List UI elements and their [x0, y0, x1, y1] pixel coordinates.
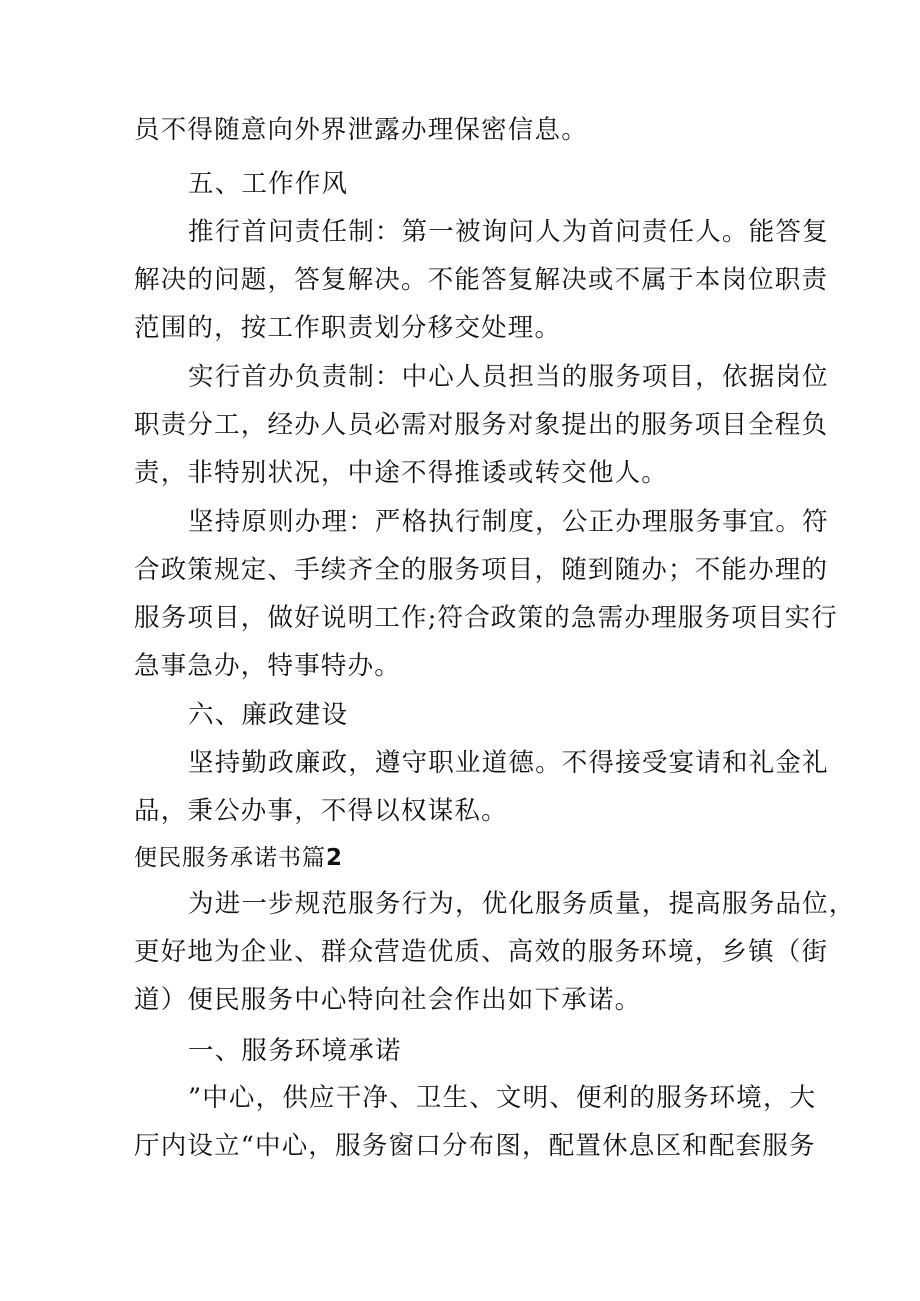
text-line: 服务项目，做好说明工作;符合政策的急需办理服务项目实行 — [134, 603, 838, 633]
text-line: 职责分工，经办人员必需对服务对象提出的服务项目全程负 — [134, 410, 829, 440]
text-line: 解决的问题，答复解决。不能答复解决或不属于本岗位职责 — [134, 265, 829, 295]
section-heading-work-style: 五、工作作风 — [188, 169, 349, 199]
text-line: 推行首问责任制：第一被询问人为首问责任人。能答复 — [188, 217, 829, 247]
text-line: 道）便民服务中心特向社会作出如下承诺。 — [134, 985, 642, 1015]
text-line: 员不得随意向外界泄露办理保密信息。 — [134, 115, 588, 145]
text-line: 责，非特别状况，中途不得推诿或转交他人。 — [134, 458, 669, 488]
text-line: 坚持勤政廉政，遵守职业道德。不得接受宴请和礼金礼 — [188, 748, 829, 778]
text-line: 实行首办负责制：中心人员担当的服务项目，依据岗位 — [188, 362, 829, 392]
text-line: ”中心，供应干净、卫生、文明、便利的服务环境，大 — [188, 1083, 817, 1113]
text-line: 急事急办，特事特办。 — [134, 651, 402, 681]
section-heading-integrity: 六、廉政建设 — [188, 700, 349, 730]
article-heading-text: 便民服务承诺书篇 — [134, 845, 326, 871]
article-heading-number: 2 — [326, 845, 344, 871]
text-line: 范围的，按工作职责划分移交处理。 — [134, 313, 562, 343]
section-heading-environment: 一、服务环境承诺 — [188, 1036, 402, 1066]
text-line: 合政策规定、手续齐全的服务项目，随到随办；不能办理的 — [134, 555, 829, 585]
text-line: 更好地为企业、群众营造优质、高效的服务环境，乡镇（街 — [134, 937, 829, 967]
text-line: 坚持原则办理：严格执行制度，公正办理服务事宜。符 — [188, 507, 829, 537]
article-heading — [134, 840, 343, 876]
text-line: 厅内设立“中心，服务窗口分布图，配置休息区和配套服务 — [134, 1131, 816, 1161]
text-line: 品，秉公办事，不得以权谋私。 — [134, 796, 508, 826]
text-line: 为进一步规范服务行为，优化服务质量，提高服务品位， — [188, 889, 856, 919]
